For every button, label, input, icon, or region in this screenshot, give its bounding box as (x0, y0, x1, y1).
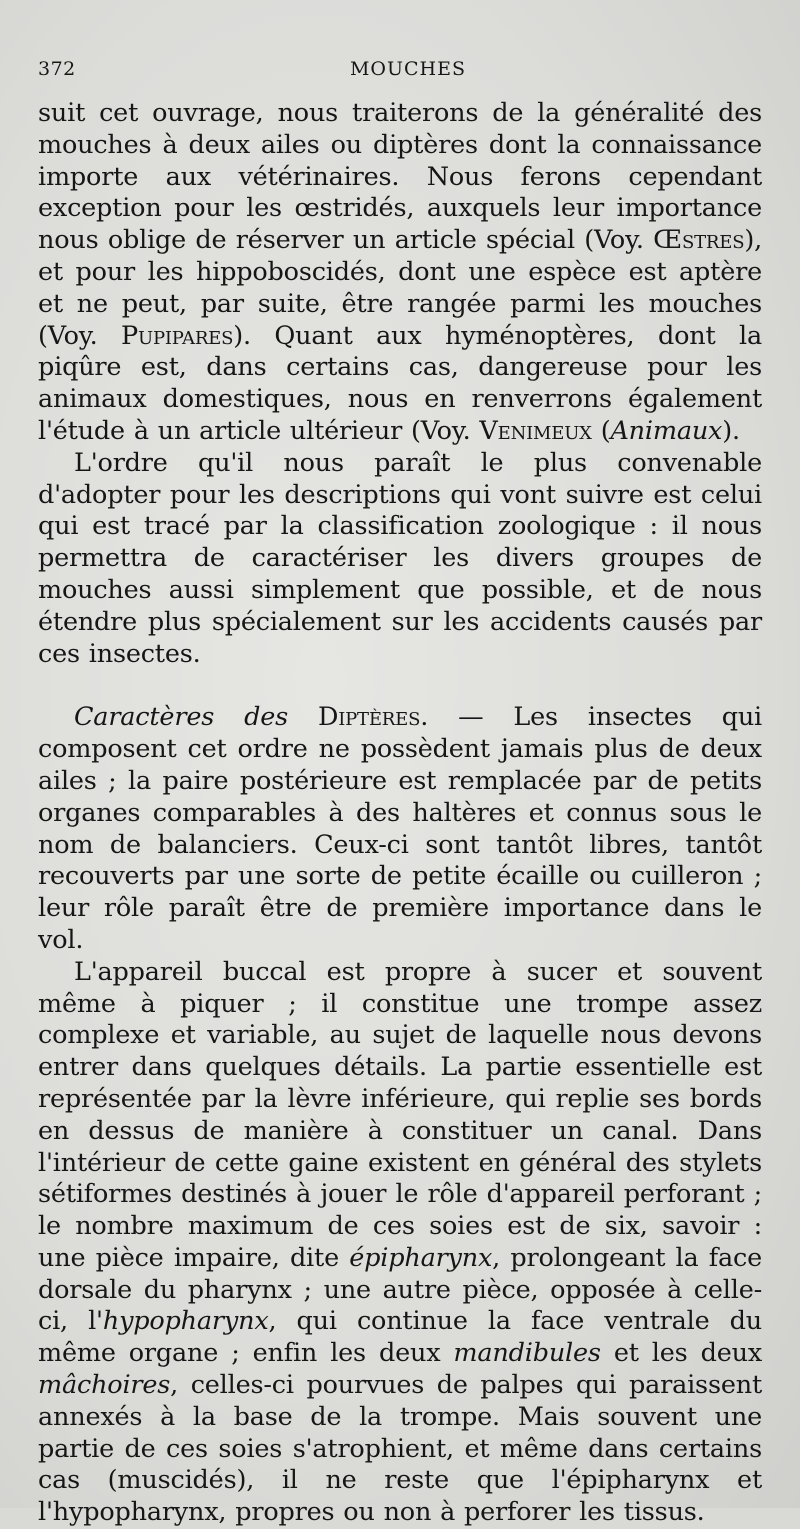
text-run: et les deux (600, 1338, 762, 1369)
small-caps-term: Pupipares (121, 320, 234, 351)
small-caps-term: Œstres (653, 225, 745, 256)
paragraph-3 (38, 702, 762, 956)
text-run: , prolongeant la face dorsale du pharynx ; une autre pièce, opposée à celle-ci, l' (38, 1242, 762, 1337)
text-run: ). (722, 415, 740, 446)
section-gap (38, 670, 762, 702)
text-run: L'appareil buccal est propre à sucer et souvent même à piquer ; il constitue une trompe assez complexe et variable, au sujet de laquelle nous devons entrer dans quelques détails. La partie essentielle est représentée par la lèvre inférieure, qui replie ses bords en dessus de manière à constituer un canal. Dans l'intérieur de cette gaine existent en général des stylets sétiformes destinés à jouer le rôle d'appareil perforant ; le nombre maximum de ces soies est de six, savoir : une pièce impaire, dite (38, 956, 762, 1273)
italic-term: Animaux (610, 415, 723, 446)
small-caps-term: Venimeux (479, 415, 592, 446)
italic-term: hypopharynx (102, 1306, 269, 1337)
italic-term: mâchoires (38, 1370, 171, 1401)
page-header (38, 58, 778, 86)
italic-term: mandibules (453, 1338, 601, 1369)
text-run: . — Les insectes qui composent cet ordre ne possèdent jamais plus de deux ailes ; la paire postérieure est remplacée par de petits organes comparables à des haltères et connus sous le nom de balanciers. Ceux-ci sont tantôt libres, tantôt recouverts par une sorte de petite écaille ou cuilleron ; leur rôle paraît être de première importance dans le vol. (38, 702, 763, 955)
page-number: 372 (38, 58, 76, 80)
text-run: ), et pour les hippoboscidés, dont une espèce est aptère et ne peut, par suite, être rangée parmi les mouches (Voy. (38, 225, 762, 351)
running-title: MOUCHES (349, 58, 467, 80)
page-body (38, 98, 762, 1529)
text-run: ). Quant aux hyménoptères, dont la piqûre est, dans certains cas, dangereuse pour les animaux domestiques, nous en renverrons également l'étude à un article ultérieur (Voy. (38, 320, 762, 446)
text-run: , celles-ci pourvues de palpes qui paraissent annexés à la base de la trompe. Mais souvent une partie de ces soies s'atrophient, et même dans certains cas (muscidés), il ne reste que l'épipharynx et l'hypopharynx, propres ou non à perforer les tissus. (38, 1370, 762, 1528)
text-run: ( (591, 415, 611, 446)
section-heading-italic: Caractères des (74, 702, 288, 733)
text-run: suit cet ouvrage, nous traiterons de la généralité des mouches à deux ailes ou diptères dont la connaissance importe aux vétérinaires. Nous ferons cependant exception pour les œstridés, auxquels leur importance nous oblige de réserver un article spécial (Voy. (38, 98, 762, 256)
section-heading-small-caps: Diptères (317, 702, 421, 733)
paragraph-1 (38, 98, 762, 448)
italic-term: épipharynx (349, 1242, 493, 1273)
paragraph-2: L'ordre qu'il nous paraît le plus convenable d'adopter pour les descriptions qui vont suivre est celui qui est tracé par la classification zoologique : il nous permettra de caractériser les divers groupes de mouches aussi simplement que possible, et de nous étendre plus spécialement sur les accidents causés par ces insectes. (38, 447, 762, 669)
paragraph-4 (38, 957, 762, 1529)
text-run: , qui continue la face ventrale du même organe ; enfin les deux (38, 1306, 762, 1369)
